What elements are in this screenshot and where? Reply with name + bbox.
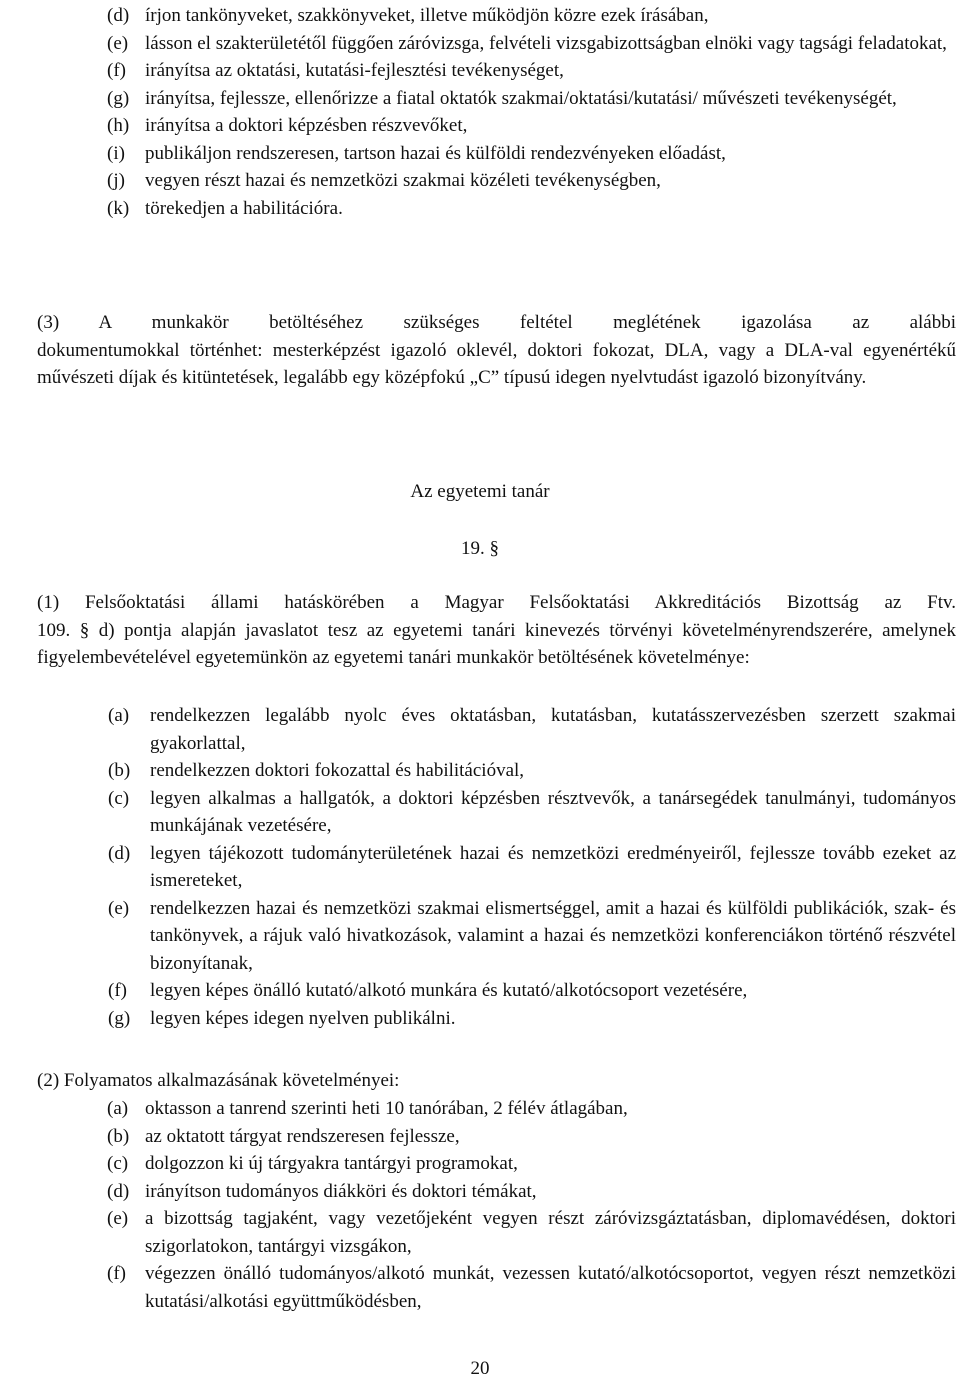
list-item (107, 2, 956, 30)
list-item (108, 977, 956, 1005)
paragraph-3-first-line: (3) A munkakör betöltéséhez szükséges feltétel meglétének igazolása az alábbi (37, 312, 956, 333)
list-item-label: (e) (108, 897, 130, 919)
list-item (107, 57, 956, 85)
list-top (107, 2, 956, 222)
list-item (107, 140, 956, 168)
list-item-label: (f) (107, 60, 126, 81)
page-number: 20 (470, 1358, 490, 1379)
list-item-text: rendelkezzen doktori fokozattal és habilitációval, (150, 760, 525, 781)
list-item (107, 1178, 956, 1206)
list-item-label: (d) (107, 5, 130, 26)
list-item-text: rendelkezzen hazai és nemzetközi szakmai elismertséggel, amit a hazai és külföldi publikációk, szak- és tankönyvek, a rájuk való hivatkozások, valamint a hazai és nemzetközi konferenciákon történő részvétel bizonyítanak, (150, 897, 956, 974)
list-item-text: irányítsa a doktori képzésben részvevőket, (145, 115, 468, 136)
list-item-label: (e) (107, 32, 129, 54)
list-item (107, 1260, 956, 1315)
list-item-text: legyen képes idegen nyelven publikálni. (150, 1007, 456, 1029)
list-item (107, 30, 956, 58)
paragraph-19-1-first-line: (1) Felsőoktatási állami hatáskörében a Magyar Felsőoktatási Akkreditációs Bizottság az Ftv. (37, 592, 956, 613)
list-item-text: legyen tájékozott tudományterületének hazai és nemzetközi eredményeiről, fejlessze tovább ezeket az ismereteket, (150, 842, 956, 891)
list-item-label: (b) (107, 1125, 130, 1147)
list-item-text: rendelkezzen legalább nyolc éves oktatásban, kutatásban, kutatásszervezésben szerzett szakmai gyakorlattal, (150, 705, 956, 754)
list-item-label: (a) (108, 705, 130, 726)
list-item-text: irányítson tudományos diákköri és doktori témákat, (145, 1180, 537, 1202)
paragraph-19-1 (37, 589, 956, 672)
list-item-label: (e) (107, 1208, 129, 1229)
list-item-text: a bizottság tagjaként, vagy vezetőjeként vegyen részt záróvizsgáztatásban, diplomavédésen, doktori szigorlatokon, tantárgyi vizsgákon, (145, 1208, 956, 1257)
list-item-text: publikáljon rendszeresen, tartson hazai és külföldi rendezvényeken előadást, (145, 142, 726, 164)
list-item-label: (h) (107, 115, 130, 136)
list-item-text: írjon tankönyveket, szakkönyveket, illetve működjön közre ezek írásában, (145, 5, 709, 26)
list-item-text: dolgozzon ki új tárgyakra tantárgyi programokat, (145, 1153, 518, 1174)
list-item-label: (g) (107, 87, 130, 109)
paragraph-3 (37, 309, 956, 392)
list-item-label: (i) (107, 142, 125, 164)
section-title: Az egyetemi tanár (410, 481, 550, 502)
list-item-text: végezzen önálló tudományos/alkotó munkát, vezessen kutató/alkotócsoportot, vegyen részt nemzetközi kutatási/alkotási együttműködésben, (145, 1263, 956, 1312)
list-item-label: (d) (107, 1180, 130, 1202)
list-item-text: lásson el szakterületétől függően záróvizsga, felvételi vizsgabizottságban elnöki vagy tagsági feladatokat, (145, 32, 947, 54)
list-item (107, 1095, 956, 1123)
list-item (107, 112, 956, 140)
list-item (107, 85, 956, 113)
list-item-label: (a) (107, 1098, 129, 1119)
list-item-text: vegyen részt hazai és nemzetközi szakmai közéleti tevékenységben, (145, 170, 661, 191)
list-item-text: törekedjen a habilitációra. (145, 197, 343, 219)
section-number: 19. § (461, 538, 499, 559)
list-item (107, 1150, 956, 1178)
list-item-label: (j) (107, 170, 125, 191)
list-item-label: (c) (107, 1153, 129, 1174)
list-item (108, 757, 956, 785)
list-item-label: (c) (108, 787, 130, 809)
list-item-label: (f) (108, 980, 127, 1001)
list-item-text: az oktatott tárgyat rendszeresen fejlessze, (145, 1125, 460, 1147)
list-item-text: oktasson a tanrend szerinti heti 10 tanórában, 2 félév átlagában, (145, 1098, 628, 1119)
list-item (108, 895, 956, 978)
list-19-2 (107, 1095, 956, 1315)
list-item (107, 1205, 956, 1260)
list-item (107, 167, 956, 195)
list-item (108, 785, 956, 840)
list-19-1 (108, 702, 956, 1032)
list-item-text: legyen képes önálló kutató/alkotó munkára és kutató/alkotócsoport vezetésére, (150, 980, 748, 1001)
list-item-text: irányítsa az oktatási, kutatási-fejlesztési tevékenységet, (145, 60, 564, 81)
list-item-label: (d) (108, 842, 131, 864)
list-item-text: irányítsa, fejlessze, ellenőrizze a fiatal oktatók szakmai/oktatási/kutatási/ művészeti tevékenységét, (145, 87, 897, 109)
list-item-text: legyen alkalmas a hallgatók, a doktori képzésben résztvevők, a tanársegédek tanulmányi, tudományos munkájának vezetésére, (150, 787, 956, 836)
list-item-label: (f) (107, 1263, 126, 1284)
list-item (107, 195, 956, 223)
paragraph-19-2: (2) Folyamatos alkalmazásának követelményei: (37, 1070, 400, 1091)
list-item-label: (g) (108, 1007, 131, 1029)
list-item (108, 702, 956, 757)
paragraph-19-1-text: 109. § d) pontja alapján javaslatot tesz az egyetemi tanári kinevezés törvényi követelményrendszerére, amelynek figyelembevételével egyetemünkön az egyetemi tanári munkakör betöltésének követelménye: (37, 619, 956, 668)
list-item (108, 1005, 956, 1033)
list-item-label: (k) (107, 197, 130, 219)
paragraph-3-text: dokumentumokkal történhet: mesterképzést igazoló oklevél, doktori fokozat, DLA, vagy a DLA-val egyenértékű művészeti díjak és kitüntetések, legalább egy középfokú „C” típusú idegen nyelvtudást igazoló bizonyítvány. (37, 339, 956, 388)
list-item-label: (b) (108, 760, 131, 781)
list-item (107, 1123, 956, 1151)
list-item (108, 840, 956, 895)
